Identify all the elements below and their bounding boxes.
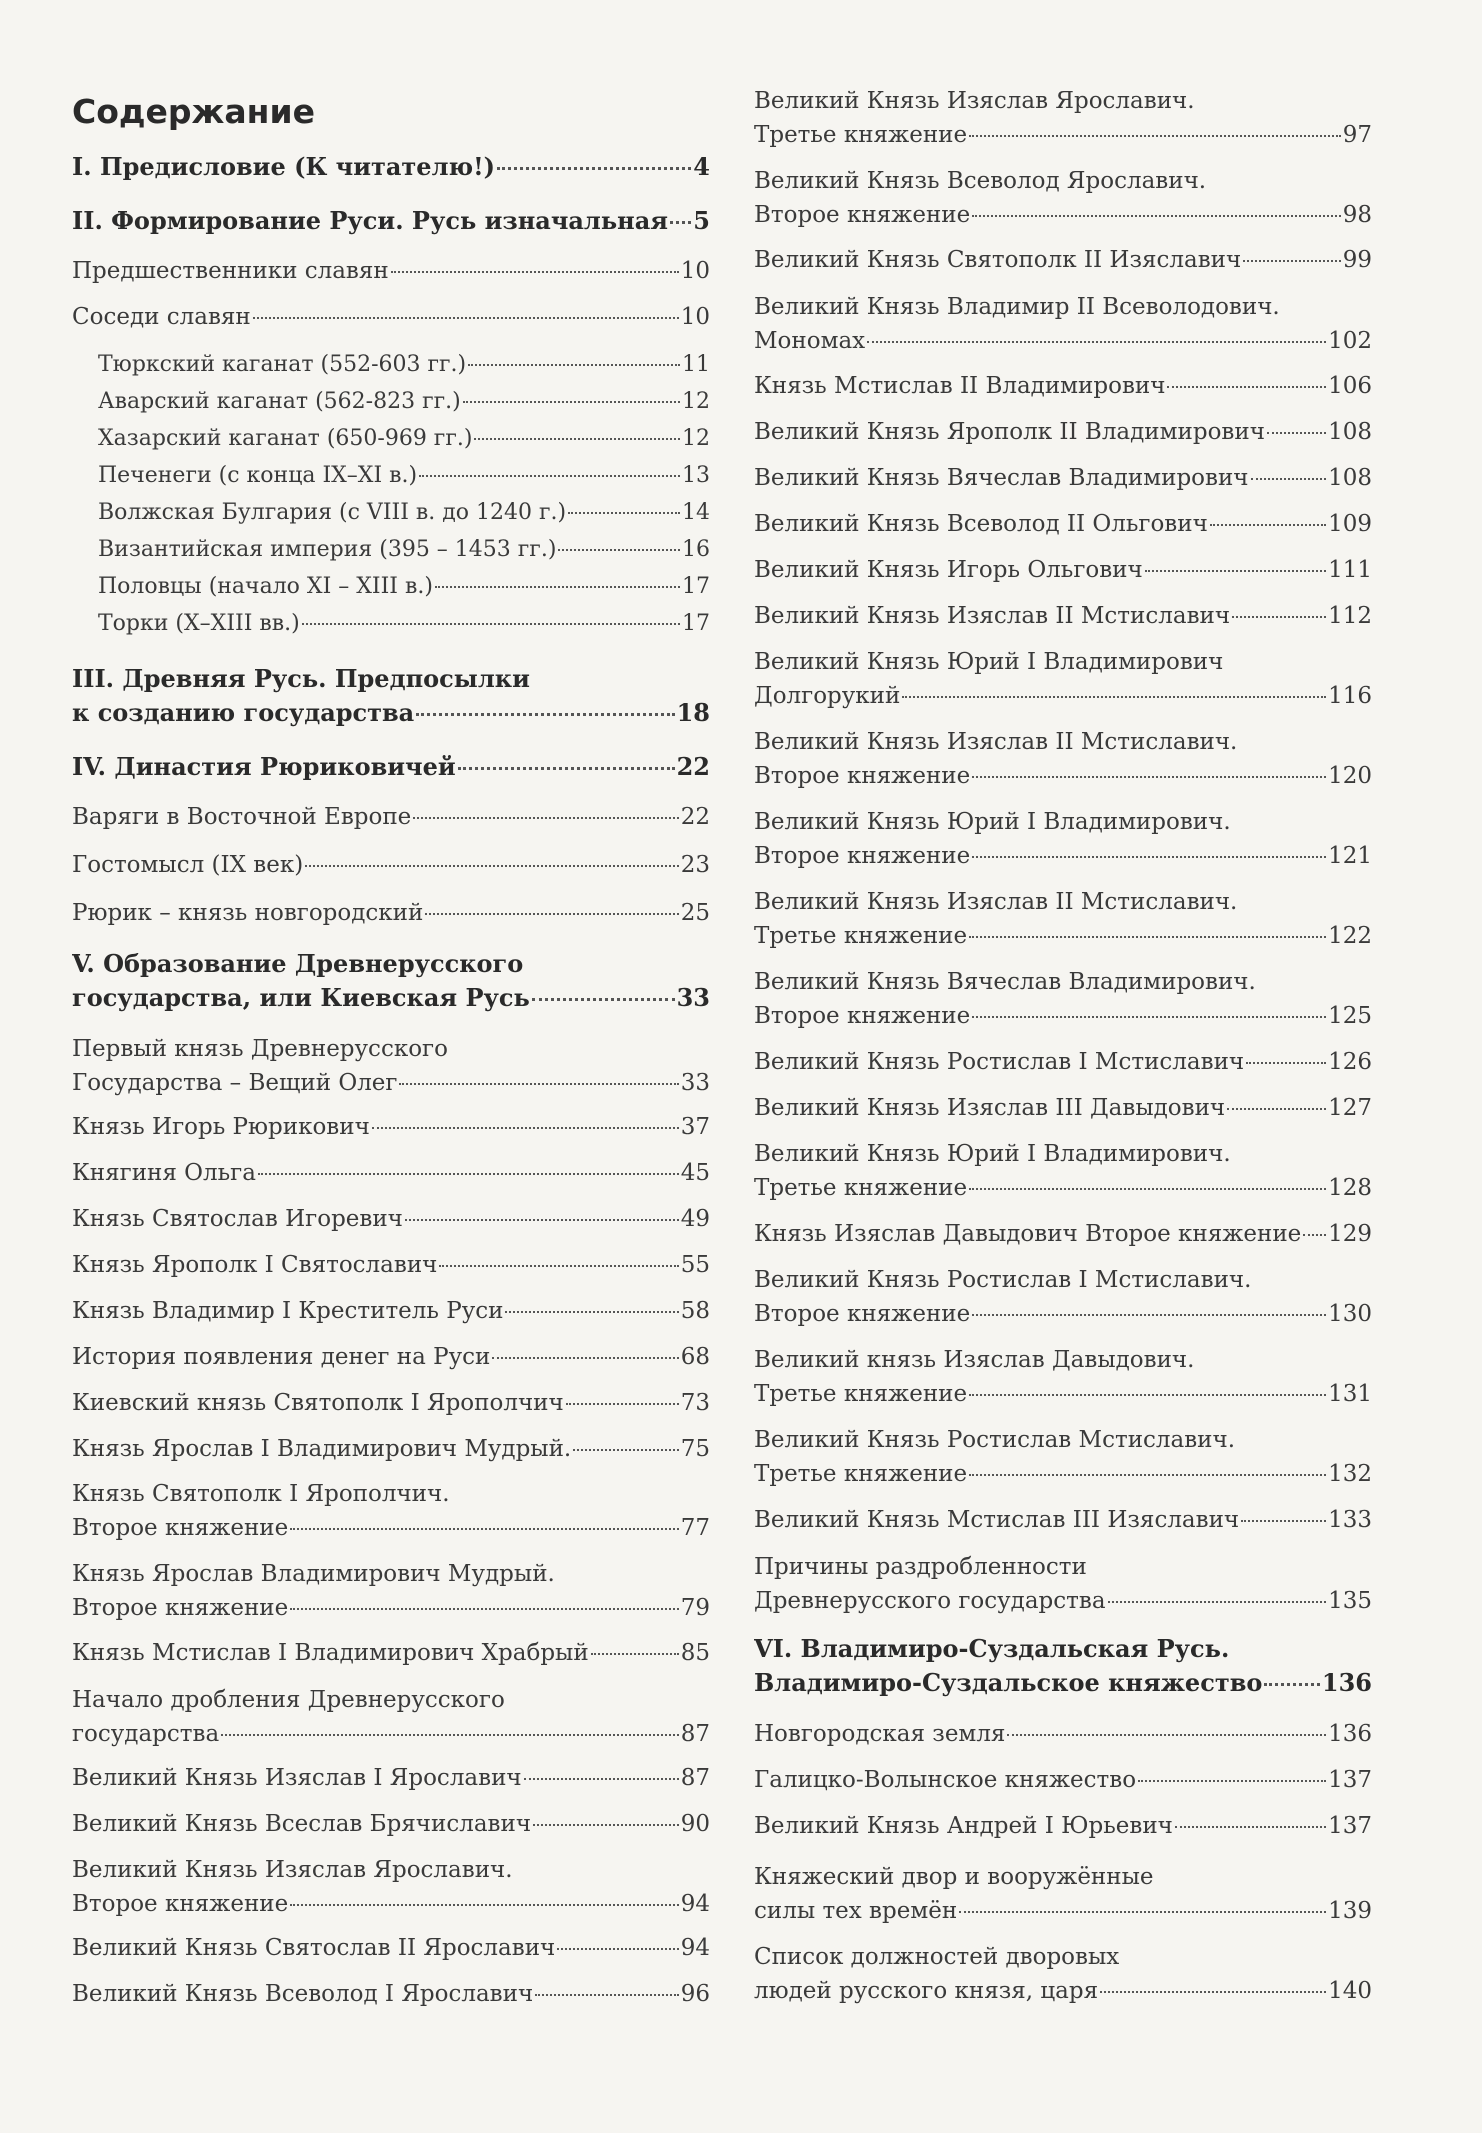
toc-page-number: 16 [682, 537, 710, 562]
dot-leader [1100, 1991, 1326, 1993]
toc-entry [72, 254, 710, 288]
toc-page-number: 4 [693, 152, 710, 181]
toc-entry [72, 662, 710, 730]
toc-entry [754, 1343, 1372, 1411]
toc-entry [72, 1761, 710, 1795]
toc-page-number: 136 [1328, 1721, 1372, 1747]
toc-entry-title: II. Формирование Руси. Русь изначальная [72, 206, 668, 235]
toc-entry-title: Великий Князь Всеслав Брячиславич [72, 1811, 532, 1837]
toc-page-number: 109 [1328, 511, 1372, 537]
dot-leader [413, 817, 678, 819]
toc-entry-title: Аварский каганат (562-823 гг.) [98, 389, 461, 414]
toc-entry-title-line: Начало дробления Древнерусского [72, 1687, 505, 1713]
toc-entry-title-line: Великий Князь Вячеслав Владимирович. [754, 969, 1256, 995]
toc-entry-title-line: Великий Князь Ростислав I Мстиславич. [754, 1267, 1252, 1293]
toc-entry-title: Половцы (начало XI – XIII в.) [98, 574, 433, 599]
toc-entry-title: Князь Мстислав I Владимирович Храбрый [72, 1640, 589, 1666]
toc-entry-title: Князь Мстислав II Владимирович [754, 373, 1166, 399]
toc-page-number: 18 [676, 698, 710, 727]
toc-entry [754, 885, 1372, 953]
toc-entry-title: Второе княжение [72, 1891, 289, 1917]
toc-entry [754, 1045, 1372, 1079]
toc-entry [72, 1294, 710, 1328]
dot-leader [573, 1449, 678, 1451]
dot-leader [533, 1824, 679, 1826]
toc-page-number: 11 [682, 352, 710, 377]
dot-leader [1007, 1734, 1326, 1736]
toc-page-number: 139 [1328, 1898, 1372, 1924]
dot-leader [290, 1528, 678, 1530]
toc-entry-title: Владимиро-Суздальское княжество [754, 1668, 1263, 1697]
toc-entry-title: Княгиня Ольга [72, 1160, 256, 1186]
dot-leader [505, 1311, 678, 1313]
dot-leader [1264, 1683, 1320, 1686]
toc-entry-title: Второе княжение [754, 843, 971, 869]
dot-leader [425, 913, 678, 915]
toc-entry-title: Варяги в Восточной Европе [72, 804, 412, 830]
dot-leader [1210, 524, 1326, 526]
toc-entry-title-line: VI. Владимиро-Суздальская Русь. [754, 1634, 1230, 1663]
dot-leader [959, 1911, 1326, 1913]
toc-entry-title: Торки (X–XIII вв.) [98, 611, 300, 636]
dot-leader [969, 135, 1341, 137]
toc-page-number: 125 [1328, 1003, 1372, 1029]
dot-leader [1138, 1780, 1326, 1782]
toc-page-number: 37 [680, 1114, 710, 1140]
toc-page-number: 96 [680, 1981, 710, 2007]
toc-entry-title: Третье княжение [754, 1381, 968, 1407]
toc-page-number: 45 [680, 1160, 710, 1186]
toc-entry-title-line: Княжеский двор и вооружённые [754, 1864, 1154, 1890]
toc-page-number: 77 [680, 1515, 710, 1541]
toc-entry [754, 164, 1372, 232]
dot-leader [405, 1219, 679, 1221]
toc-entry [98, 568, 710, 605]
toc-entry-title: Великий Князь Андрей I Юрьевич [754, 1813, 1173, 1839]
toc-page-number: 87 [680, 1765, 710, 1791]
toc-page-number: 23 [680, 852, 710, 878]
dot-leader [302, 623, 680, 625]
toc-entry [754, 1091, 1372, 1125]
toc-entry-title: Гостомысл (IX век) [72, 852, 304, 878]
dot-leader [439, 1265, 678, 1267]
toc-entry-title: Киевский князь Святополк I Ярополчич [72, 1390, 564, 1416]
toc-entry [72, 848, 710, 882]
toc-entry-title-line: Великий Князь Изяслав II Мстиславич. [754, 889, 1238, 915]
toc-page-number: 108 [1328, 419, 1372, 445]
toc-entry [754, 1717, 1372, 1751]
toc-entry [754, 1137, 1372, 1205]
toc-page-number: 13 [682, 463, 710, 488]
dot-leader [253, 317, 679, 319]
toc-entry-title: Великий Князь Изяслав III Давыдович [754, 1095, 1226, 1121]
toc-entry-title: Галицко-Волынское княжество [754, 1767, 1137, 1793]
dot-leader [902, 696, 1326, 698]
toc-entry-title: к созданию государства [72, 698, 415, 727]
dot-leader [474, 438, 680, 440]
toc-page-number: 58 [680, 1298, 710, 1324]
toc-entry [754, 553, 1372, 587]
toc-entry [754, 1860, 1372, 1928]
toc-page-number: 10 [680, 258, 710, 284]
toc-entry-title: Древнерусского государства [754, 1588, 1106, 1614]
toc-entry [72, 1636, 710, 1670]
toc-page-number: 102 [1328, 328, 1372, 354]
toc-entry [72, 1557, 710, 1625]
toc-entry-title: История появления денег на Руси [72, 1344, 491, 1370]
toc-page-number: 22 [680, 804, 710, 830]
toc-entry [754, 725, 1372, 793]
toc-entry-title-line: Великий князь Изяслав Давыдович. [754, 1347, 1195, 1373]
toc-entry-title: Государства – Вещий Олег [72, 1070, 398, 1096]
toc-entry-title-line: Князь Святополк I Ярополчич. [72, 1481, 450, 1507]
toc-page-number: 112 [1328, 603, 1372, 629]
dot-leader [1227, 1108, 1326, 1110]
toc-entry-title-line: Великий Князь Изяслав II Мстиславич. [754, 729, 1238, 755]
dot-leader [568, 512, 680, 514]
toc-entry-title: Князь Игорь Рюрикович [72, 1114, 370, 1140]
dot-leader [1303, 1234, 1326, 1236]
toc-entry-title: I. Предисловие (К читателю!) [72, 152, 495, 181]
dot-leader [867, 341, 1326, 343]
dot-leader [221, 1734, 679, 1736]
toc-entry-title: Великий Князь Святополк II Изяславич [754, 247, 1242, 273]
toc-entry-title: Третье княжение [754, 923, 968, 949]
dot-leader [416, 713, 674, 716]
toc-entry-title: Второе княжение [754, 1301, 971, 1327]
toc-page-number: 94 [680, 1935, 710, 1961]
dot-leader [391, 271, 679, 273]
toc-entry-title: Великий Князь Ярополк II Владимирович [754, 419, 1265, 445]
toc-entry [754, 415, 1372, 449]
toc-page-number: 90 [680, 1811, 710, 1837]
dot-leader [290, 1608, 678, 1610]
toc-page-number: 33 [680, 1070, 710, 1096]
toc-page-number: 68 [680, 1344, 710, 1370]
dot-leader [419, 475, 680, 477]
toc-entry [98, 420, 710, 457]
toc-page-number: 10 [680, 304, 710, 330]
toc-entry [754, 1809, 1372, 1843]
toc-entry-title-line: Первый князь Древнерусского [72, 1036, 448, 1062]
toc-entry [98, 346, 710, 383]
toc-entry [72, 300, 710, 334]
dot-leader [972, 215, 1340, 217]
toc-page-number: 17 [682, 574, 710, 599]
toc-entry-title-line: Великий Князь Юрий I Владимирович. [754, 1141, 1231, 1167]
dot-leader [1241, 1520, 1326, 1522]
toc-entry [754, 1423, 1372, 1491]
toc-page-number: 49 [680, 1206, 710, 1232]
toc-page-number: 55 [680, 1252, 710, 1278]
toc-entry [98, 457, 710, 494]
toc-entry [72, 1248, 710, 1282]
toc-entry-title: Второе княжение [754, 1003, 971, 1029]
toc-entry [754, 599, 1372, 633]
toc-entry [754, 290, 1372, 358]
dot-leader [969, 936, 1326, 938]
toc-entry-title: Второе княжение [72, 1515, 289, 1541]
toc-entry [72, 1202, 710, 1236]
toc-entry-title: Хазарский каганат (650-969 гг.) [98, 426, 473, 451]
toc-page-number: 122 [1328, 923, 1372, 949]
toc-entry-title: Долгорукий [754, 683, 901, 709]
toc-entry-title-line: Великий Князь Юрий I Владимирович. [754, 809, 1231, 835]
toc-entry [72, 1156, 710, 1190]
toc-entry-title: Князь Владимир I Креститель Руси [72, 1298, 504, 1324]
toc-entry-title: Князь Святослав Игоревич [72, 1206, 403, 1232]
toc-entry-title: Второе княжение [754, 763, 971, 789]
toc-page-number: 14 [682, 500, 710, 525]
toc-entry [754, 461, 1372, 495]
toc-entry-title-line: III. Древняя Русь. Предпосылки [72, 664, 530, 693]
dot-leader [1145, 570, 1326, 572]
toc-entry [72, 1683, 710, 1751]
toc-entry [72, 896, 710, 930]
dot-leader [969, 1474, 1326, 1476]
toc-entry [98, 383, 710, 420]
toc-page-number: 5 [693, 206, 710, 235]
toc-entry-title: государства [72, 1721, 220, 1747]
toc-entry [754, 1763, 1372, 1797]
dot-leader [458, 767, 675, 770]
toc-entry-title: Византийская империя (395 – 1453 гг.) [98, 537, 557, 562]
toc-entry-title: Тюркский каганат (552-603 гг.) [98, 352, 467, 377]
toc-page-number: 87 [680, 1721, 710, 1747]
toc-entry-title: Второе княжение [72, 1595, 289, 1621]
toc-page-number: 75 [680, 1436, 710, 1462]
toc-entry-title: Великий Князь Мстислав III Изяславич [754, 1507, 1240, 1533]
toc-entry-title: Третье княжение [754, 1461, 968, 1487]
toc-page-number: 79 [680, 1595, 710, 1621]
toc-entry [72, 1807, 710, 1841]
dot-leader [372, 1127, 679, 1129]
dot-leader [1267, 432, 1326, 434]
toc-entry [754, 1217, 1372, 1251]
toc-page-number: 116 [1328, 683, 1372, 709]
toc-entry [72, 750, 710, 784]
toc-entry-title: Новгородская земля [754, 1721, 1006, 1747]
toc-entry-title-line: Великий Князь Ростислав Мстиславич. [754, 1427, 1236, 1453]
toc-entry-title-line: Князь Ярослав Владимирович Мудрый. [72, 1561, 555, 1587]
toc-entry [754, 805, 1372, 873]
dot-leader [972, 1016, 1326, 1018]
toc-entry-title: силы тех времён [754, 1898, 958, 1924]
dot-leader [558, 549, 680, 551]
dot-leader [591, 1653, 679, 1655]
dot-leader [463, 401, 680, 403]
toc-page-number: 22 [676, 752, 710, 781]
toc-entry-title: Великий Князь Изяслав II Мстиславич [754, 603, 1231, 629]
toc-page-number: 97 [1342, 122, 1372, 148]
toc-entry-title-line: Великий Князь Юрий I Владимирович [754, 649, 1224, 675]
toc-entry [754, 1940, 1372, 2008]
toc-entry-title: Второе княжение [754, 202, 971, 228]
toc-entry [72, 204, 710, 238]
dot-leader [468, 364, 680, 366]
toc-entry-title: IV. Династия Рюриковичей [72, 752, 456, 781]
toc-entry-title-line: Великий Князь Владимир II Всеволодович. [754, 294, 1280, 320]
toc-entry [754, 1503, 1372, 1537]
toc-page-number: 108 [1328, 465, 1372, 491]
toc-page-number: 25 [680, 900, 710, 926]
toc-entry-title: Третье княжение [754, 122, 968, 148]
dot-leader [1175, 1826, 1326, 1828]
toc-entry-title: Соседи славян [72, 304, 251, 330]
dot-leader [399, 1083, 678, 1085]
toc-page-number: 128 [1328, 1175, 1372, 1201]
dot-leader [435, 586, 680, 588]
toc-entry-title: государства, или Киевская Русь [72, 983, 530, 1012]
toc-entry [72, 150, 710, 184]
toc-entry [72, 1386, 710, 1420]
toc-entry-title: Великий Князь Изяслав I Ярославич [72, 1765, 522, 1791]
toc-entry [72, 947, 710, 1015]
toc-entry-title: Предшественники славян [72, 258, 389, 284]
dot-leader [492, 1357, 678, 1359]
toc-page-number: 73 [680, 1390, 710, 1416]
toc-page-number: 111 [1328, 557, 1372, 583]
toc-entry [98, 531, 710, 568]
toc-entry [754, 507, 1372, 541]
toc-entry-title: Великий Князь Всеволод I Ярославич [72, 1981, 534, 2007]
toc-page-number: 127 [1328, 1095, 1372, 1121]
toc-page-number: 33 [676, 983, 710, 1012]
toc-entry [72, 1853, 710, 1921]
dot-leader [972, 1314, 1326, 1316]
toc-page-number: 98 [1342, 202, 1372, 228]
toc-entry [754, 1550, 1372, 1618]
toc-entry-title: Великий Князь Ростислав I Мстиславич [754, 1049, 1245, 1075]
dot-leader [258, 1173, 679, 1175]
toc-page-number: 137 [1328, 1767, 1372, 1793]
toc-entry [754, 965, 1372, 1033]
toc-page-number: 120 [1328, 763, 1372, 789]
toc-entry-title: Третье княжение [754, 1175, 968, 1201]
toc-page-number: 137 [1328, 1813, 1372, 1839]
toc-entry [72, 1032, 710, 1100]
toc-entry-title: Князь Ярополк I Святославич [72, 1252, 438, 1278]
toc-page-number: 133 [1328, 1507, 1372, 1533]
toc-entry-title: людей русского князя, царя [754, 1978, 1099, 2004]
toc-page-number: 132 [1328, 1461, 1372, 1487]
dot-leader [972, 776, 1326, 778]
dot-leader [1246, 1062, 1326, 1064]
toc-entry-title-line: Великий Князь Всеволод Ярославич. [754, 168, 1207, 194]
dot-leader [670, 221, 691, 224]
toc-entry [72, 1977, 710, 2011]
toc-page-number: 94 [680, 1891, 710, 1917]
dot-leader [305, 865, 679, 867]
toc-entry [754, 1263, 1372, 1331]
dot-leader [1167, 386, 1326, 388]
dot-leader [535, 1994, 679, 1996]
dot-leader [524, 1778, 679, 1780]
toc-page-number: 140 [1328, 1978, 1372, 2004]
toc-page-number: 136 [1321, 1668, 1372, 1697]
dot-leader [1251, 478, 1327, 480]
dot-leader [566, 1403, 679, 1405]
toc-entry [72, 1432, 710, 1466]
dot-leader [972, 856, 1326, 858]
toc-entry [72, 800, 710, 834]
toc-entry [72, 1477, 710, 1545]
toc-entry [754, 645, 1372, 713]
dot-leader [557, 1948, 678, 1950]
toc-page-number: 99 [1342, 247, 1372, 273]
toc-page-number: 12 [682, 389, 710, 414]
toc-entry-title: Великий Князь Игорь Ольгович [754, 557, 1143, 583]
dot-leader [1232, 616, 1326, 618]
toc-page-number: 131 [1328, 1381, 1372, 1407]
dot-leader [290, 1904, 678, 1906]
toc-entry-title: Мономах [754, 328, 866, 354]
toc-page-number: 17 [682, 611, 710, 636]
toc-entry-title-line: Список должностей дворовых [754, 1944, 1120, 1970]
toc-entry-title: Великий Князь Святослав II Ярославич [72, 1935, 556, 1961]
toc-entry [72, 1340, 710, 1374]
toc-entry-title: Великий Князь Всеволод II Ольгович [754, 511, 1208, 537]
dot-leader [969, 1188, 1326, 1190]
toc-entry [72, 1110, 710, 1144]
toc-entry [754, 84, 1372, 152]
toc-entry [754, 1632, 1372, 1700]
toc-entry-title-line: Великий Князь Изяслав Ярославич. [754, 88, 1195, 114]
toc-entry-title-line: Причины раздробленности [754, 1554, 1087, 1580]
toc-page-number: 121 [1328, 843, 1372, 869]
dot-leader [497, 167, 691, 170]
toc-page-number: 106 [1328, 373, 1372, 399]
toc-entry [72, 1931, 710, 1965]
toc-page-number: 135 [1328, 1588, 1372, 1614]
toc-page-number: 129 [1328, 1221, 1372, 1247]
toc-entry [98, 605, 710, 642]
toc-page-number: 126 [1328, 1049, 1372, 1075]
toc-entry-title: Рюрик – князь новгородский [72, 900, 424, 926]
toc-entry-title: Князь Изяслав Давыдович Второе княжение [754, 1221, 1302, 1247]
toc-entry [754, 369, 1372, 403]
dot-leader [532, 998, 675, 1001]
dot-leader [969, 1394, 1326, 1396]
page-title: Содержание [72, 92, 315, 131]
toc-entry-title: Князь Ярослав I Владимирович Мудрый. [72, 1436, 572, 1462]
dot-leader [1243, 260, 1341, 262]
toc-entry-title: Печенеги (с конца IX–XI в.) [98, 463, 418, 488]
toc-entry-title-line: Великий Князь Изяслав Ярославич. [72, 1857, 513, 1883]
toc-entry-title-line: V. Образование Древнерусского [72, 949, 524, 978]
toc-page-number: 12 [682, 426, 710, 451]
toc-entry [98, 494, 710, 531]
toc-entry-title: Великий Князь Вячеслав Владимирович [754, 465, 1249, 491]
toc-page-number: 85 [680, 1640, 710, 1666]
toc-entry [754, 243, 1372, 277]
dot-leader [1108, 1601, 1327, 1603]
toc-page-number: 130 [1328, 1301, 1372, 1327]
toc-entry-title: Волжская Булгария (с VIII в. до 1240 г.) [98, 500, 567, 525]
